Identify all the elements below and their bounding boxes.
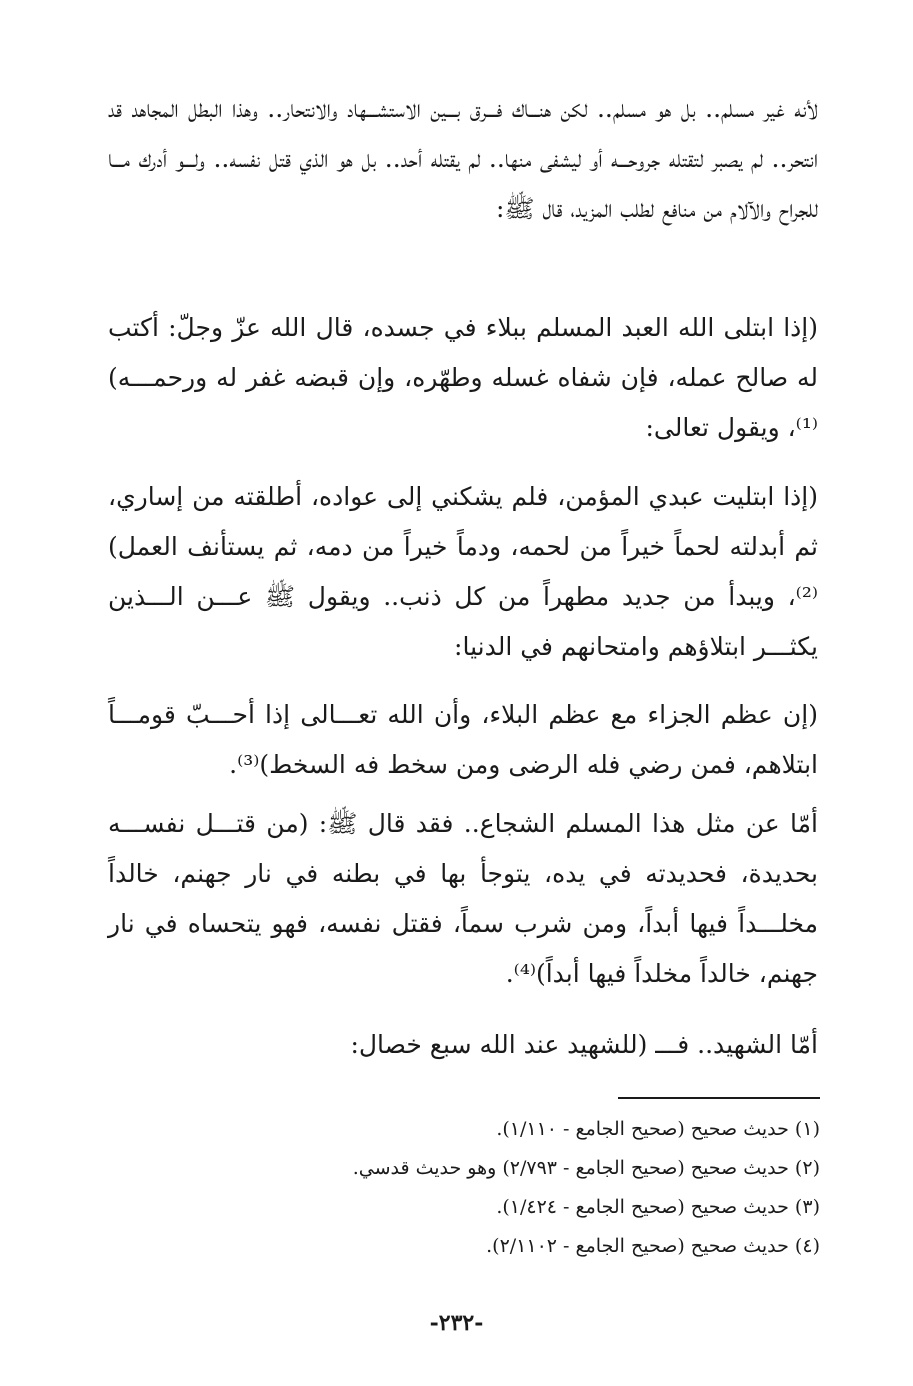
paragraph-1: لأنه غير مسلم.. بل هو مسلم.. لكن هنـــاك فـــرق بـــين الاستشـــهاد والانتحار.. وهذا البطل المجاهد قد انتحر.. لم يصبر لتقتله جروحـــه أو ليشفى منها.. لم يقتله أحد.. بل هو الذي قتل نفسه.. ولـــو أدرك مـــا للجراح والآلام من منافع لطلب المزيد، قال ﷺ:	[108, 94, 818, 223]
paragraph-hadith-2: (إذا ابتليت عبدي المؤمن، فلم يشكني إلى عواده، أطلقته من إساري، ثم أبدلته لحماً خيراً من لحمه، ودماً خيراً من دمه، ثم يستأنف العمل)⁽²⁾، ويبدأ من جديد مطهراً من كل ذنب.. ويقول ﷺ عـــن الـــذين يكثـــر ابتلاؤهم وامتحانهم في الدنيا:	[108, 482, 818, 661]
footnote-2: (٢) حديث صحيح (صحيح الجامع - ٢/٧٩٣) وهو حديث قدسي.	[352, 1157, 820, 1179]
paragraph-hadith-4: أمّا عن مثل هذا المسلم الشجاع.. فقد قال ﷺ: (من قتـــل نفســـه بحديدة، فحديدته في يده، يتوجأ بها في بطنه في نار جهنم، خالداً مخلـــداً فيها أبداً، ومن شرب سماً، فقتل نفسه، فهو يتحساه في نار جهنم، خالداً مخلداً فيها أبداً)⁽⁴⁾.	[108, 809, 818, 988]
paragraph-hadith-1: (إذا ابتلى الله العبد المسلم ببلاء في جسده، قال الله عزّ وجلّ: أكتب له صالح عمله، فإن شفاه غسله وطهّره، وإن قبضه غفر له ورحمـــه)⁽¹⁾، ويقول تعالى:	[108, 313, 818, 442]
footnote-4: (٤) حديث صحيح (صحيح الجامع - ٢/١١٠٢).	[486, 1235, 820, 1257]
paragraph-hadith-3: (إن عظم الجزاء مع عظم البلاء، وأن الله تعـــالى إذا أحـــبّ قومـــاً ابتلاهم، فمن رضي فله الرضى ومن سخط فه السخط)⁽³⁾.	[108, 700, 818, 779]
footnote-separator	[618, 1097, 820, 1099]
page-number: -٢٣٢-	[429, 1310, 484, 1336]
footnote-1: (١) حديث صحيح (صحيح الجامع - ١/١١٠).	[496, 1118, 820, 1140]
footnote-3: (٣) حديث صحيح (صحيح الجامع - ١/٤٢٤).	[496, 1196, 820, 1218]
footnotes-list	[200, 1110, 820, 1266]
paragraph-martyr: أمّا الشهيد.. فـــ (للشهيد عند الله سبع خصال:	[350, 1030, 818, 1059]
